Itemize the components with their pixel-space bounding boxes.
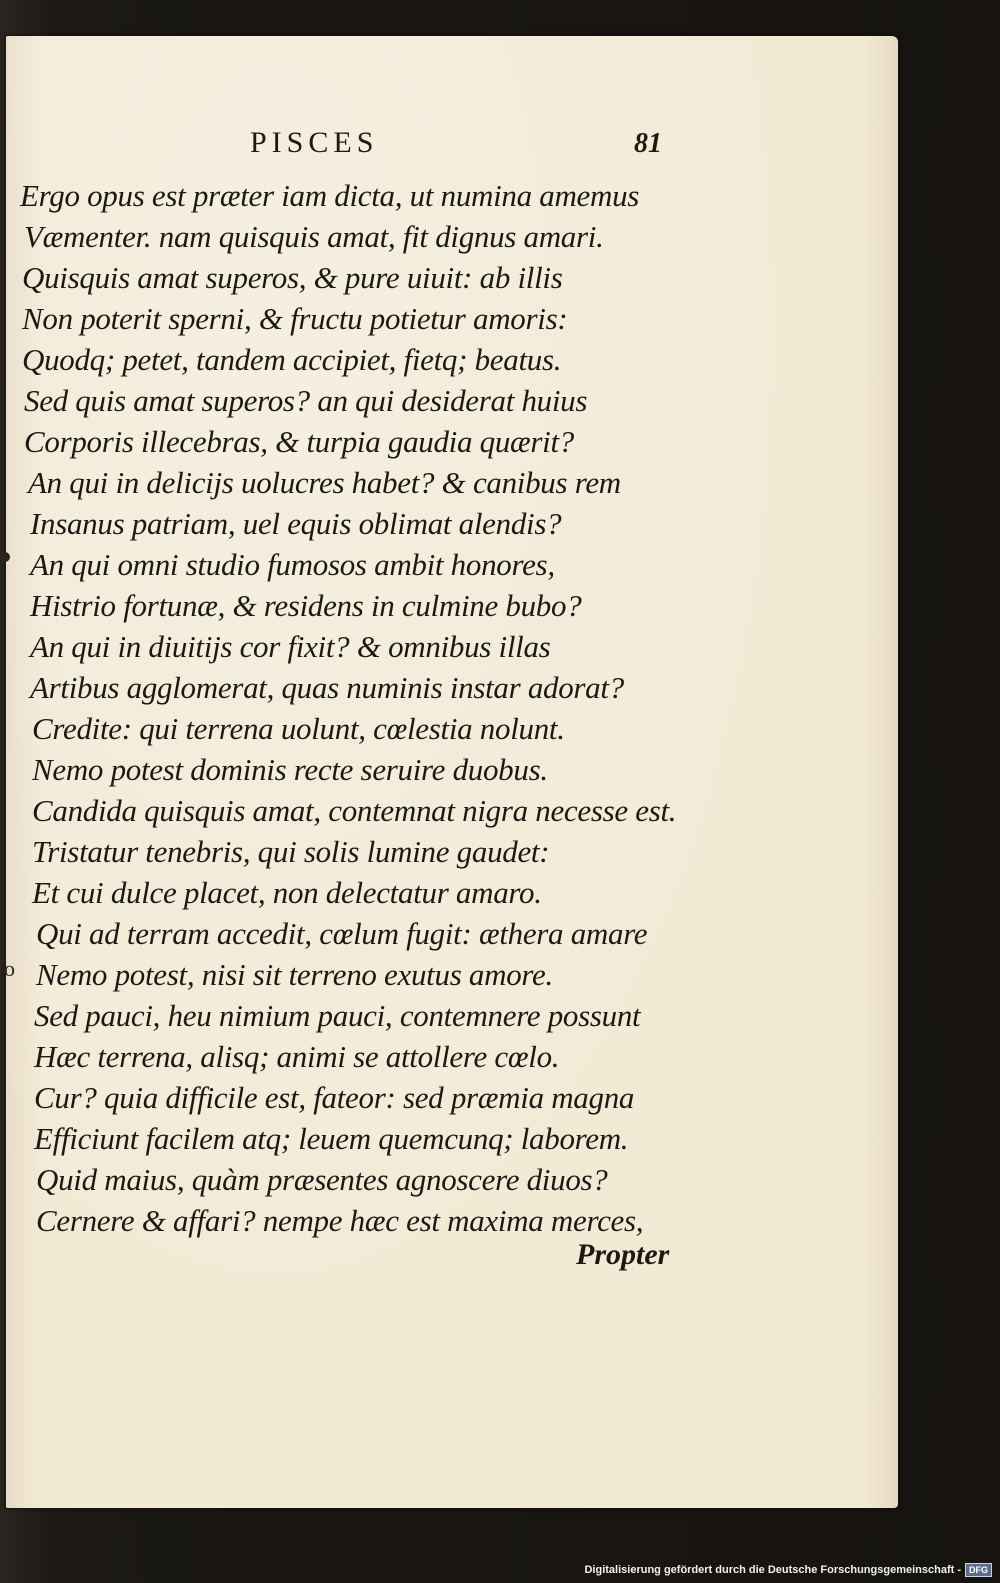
verse-line: Artibus agglomerat, quas numinis instar adorat? — [30, 670, 624, 705]
footer-credit: Digitalisierung gefördert durch die Deutsche Forschungsgemeinschaft - — [584, 1564, 961, 1576]
verse-line: Efficiunt facilem atq; leuem quemcunq; laborem. — [34, 1121, 629, 1156]
verse-line: Sed pauci, heu nimium pauci, contemnere possunt — [34, 998, 641, 1033]
verse-line: Nemo potest, nisi sit terreno exutus amore. — [36, 957, 553, 992]
verse-line: Non poterit sperni, & fructu potietur amoris: — [22, 301, 568, 336]
verse-line: Corporis illecebras, & turpia gaudia quærit? — [24, 424, 575, 459]
verse-line: An qui in diuitijs cor fixit? & omnibus illas — [30, 629, 551, 664]
verse-line: Ergo opus est præter iam dicta, ut numina amemus — [20, 178, 640, 213]
verse-line: Candida quisquis amat, contemnat nigra necesse est. — [32, 793, 677, 828]
digitization-footer — [584, 1563, 992, 1577]
catchword: Propter — [576, 1238, 670, 1271]
verse-line: Hæc terrena, alisq; animi se attollere cœlo. — [34, 1039, 560, 1074]
verse-line: An qui in delicijs uolucres habet? & canibus rem — [28, 465, 621, 500]
verse-line: Insanus patriam, uel equis oblimat alendis? — [30, 506, 562, 541]
dfg-logo: DFG — [965, 1563, 992, 1577]
verse-line: Quodq; petet, tandem accipiet, fietq; beatus. — [22, 342, 562, 377]
margin-dot-mark — [0, 552, 10, 562]
page-header: PISCES — [250, 126, 379, 159]
verse-line: An qui omni studio fumosos ambit honores, — [30, 547, 555, 582]
verse-line: Histrio fortunæ, & residens in culmine bubo? — [30, 588, 582, 623]
verse-line: Tristatur tenebris, qui solis lumine gaudet: — [32, 834, 550, 869]
folio-number: 81 — [634, 128, 662, 159]
verse-line: Væmenter. nam quisquis amat, fit dignus amari. — [24, 219, 604, 254]
margin-ring-mark: o — [4, 956, 15, 981]
verse-line: Qui ad terram accedit, cœlum fugit: æthera amare — [36, 916, 648, 951]
verse-line: Cernere & affari? nempe hæc est maxima merces, — [36, 1203, 644, 1238]
verse-line: Nemo potest dominis recte seruire duobus. — [32, 752, 548, 787]
verse-line: Et cui dulce placet, non delectatur amaro. — [32, 875, 542, 910]
verse-line: Quid maius, quàm præsentes agnoscere diuos? — [36, 1162, 608, 1197]
verse-line: Quisquis amat superos, & pure uiuit: ab illis — [22, 260, 563, 295]
verse-line: Cur? quia difficile est, fateor: sed præmia magna — [34, 1080, 635, 1115]
verse-line: Sed quis amat superos? an qui desiderat huius — [24, 383, 588, 418]
verse-line: Credite: qui terrena uolunt, cœlestia nolunt. — [32, 711, 565, 746]
